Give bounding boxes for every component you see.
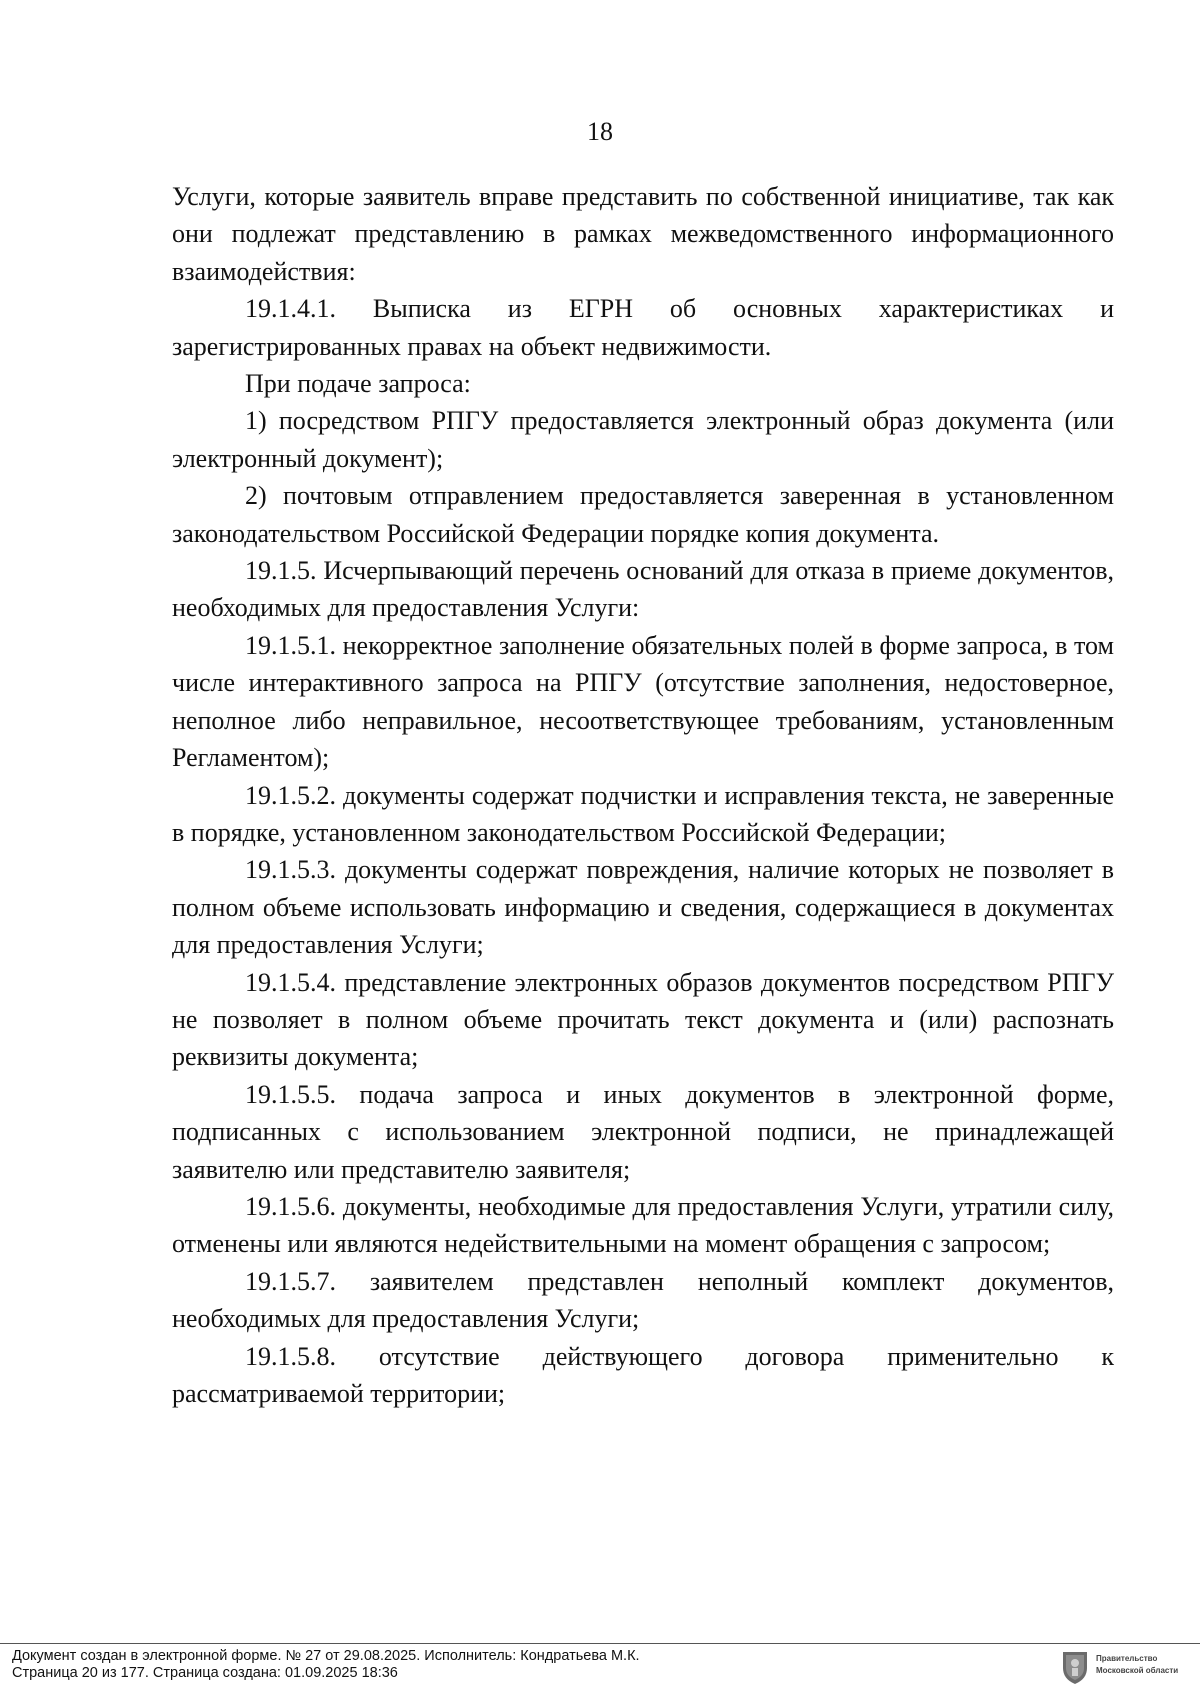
paragraph: 19.1.5.8. отсутствие действующего договора применительно к рассматриваемой территории; (172, 1341, 1114, 1408)
paragraph: 19.1.5.2. документы содержат подчистки и исправления текста, не заверенные в порядке, установленном законодательством Российской Федерации; (172, 780, 1114, 847)
paragraph: При подаче запроса: (245, 369, 471, 399)
paragraph: 19.1.5.6. документы, необходимые для предоставления Услуги, утратили силу, отменены или являются недействительными на момент обращения с запросом; (172, 1191, 1114, 1259)
footer-line-document-info: Документ создан в электронной форме. № 27 от 29.08.2025. Исполнитель: Кондратьева М.К. (12, 1648, 640, 1664)
paragraph: 2) почтовым отправлением предоставляется заверенная в установленном законодательством Российской Федерации порядке копия документа. (172, 481, 1114, 548)
paragraph: 1) посредством РПГУ предоставляется электронный образ документа (или электронный документ); (172, 406, 1114, 473)
footer-stamp (12, 1648, 1032, 1682)
logo-text-line: Московской области (1096, 1666, 1179, 1675)
paragraph: 19.1.5.1. некорректное заполнение обязательных полей в форме запроса, в том числе интерактивного запроса на РПГУ (отсутствие заполнения, недостоверное, неполное либо неправильное, несоответствующее требованиям, установленным Регламентом); (172, 630, 1114, 773)
footer-divider (0, 1643, 1200, 1644)
paragraph: Услуги, которые заявитель вправе представить по собственной инициативе, так как они подлежат представлению в рамках межведомственного информационного взаимодействия: (172, 182, 1114, 286)
page-number: 18 (587, 117, 613, 146)
paragraph: 19.1.5.3. документы содержат повреждения, наличие которых не позволяет в полном объеме использовать информацию и сведения, содержащиеся в документах для предоставления Услуги; (172, 855, 1114, 960)
paragraph: 19.1.5.4. представление электронных образов документов посредством РПГУ не позволяет в полном объеме прочитать текст документа и (или) распознать реквизиты документа; (172, 967, 1114, 1072)
paragraph: 19.1.4.1. Выписка из ЕГРН об основных характеристиках и зарегистрированных правах на объект недвижимости. (172, 294, 1114, 361)
paragraph: 19.1.5.5. подача запроса и иных документов в электронной форме, подписанных с использованием электронной подписи, не принадлежащей заявителю или представителю заявителя; (172, 1079, 1114, 1184)
document-body (172, 178, 1114, 1412)
paragraph: 19.1.5.7. заявителем представлен неполный комплект документов, необходимых для предоставления Услуги; (172, 1266, 1114, 1334)
government-logo (1060, 1648, 1190, 1686)
paragraph: 19.1.5. Исчерпывающий перечень оснований для отказа в приеме документов, необходимых для предоставления Услуги: (172, 556, 1114, 623)
footer-line-page-info: Страница 20 из 177. Страница создана: 01.09.2025 18:36 (12, 1665, 398, 1681)
logo-text-line: Правительство (1096, 1654, 1158, 1663)
moscow-region-coat-of-arms-icon (1060, 1648, 1090, 1686)
logo-caption (1096, 1653, 1190, 1677)
